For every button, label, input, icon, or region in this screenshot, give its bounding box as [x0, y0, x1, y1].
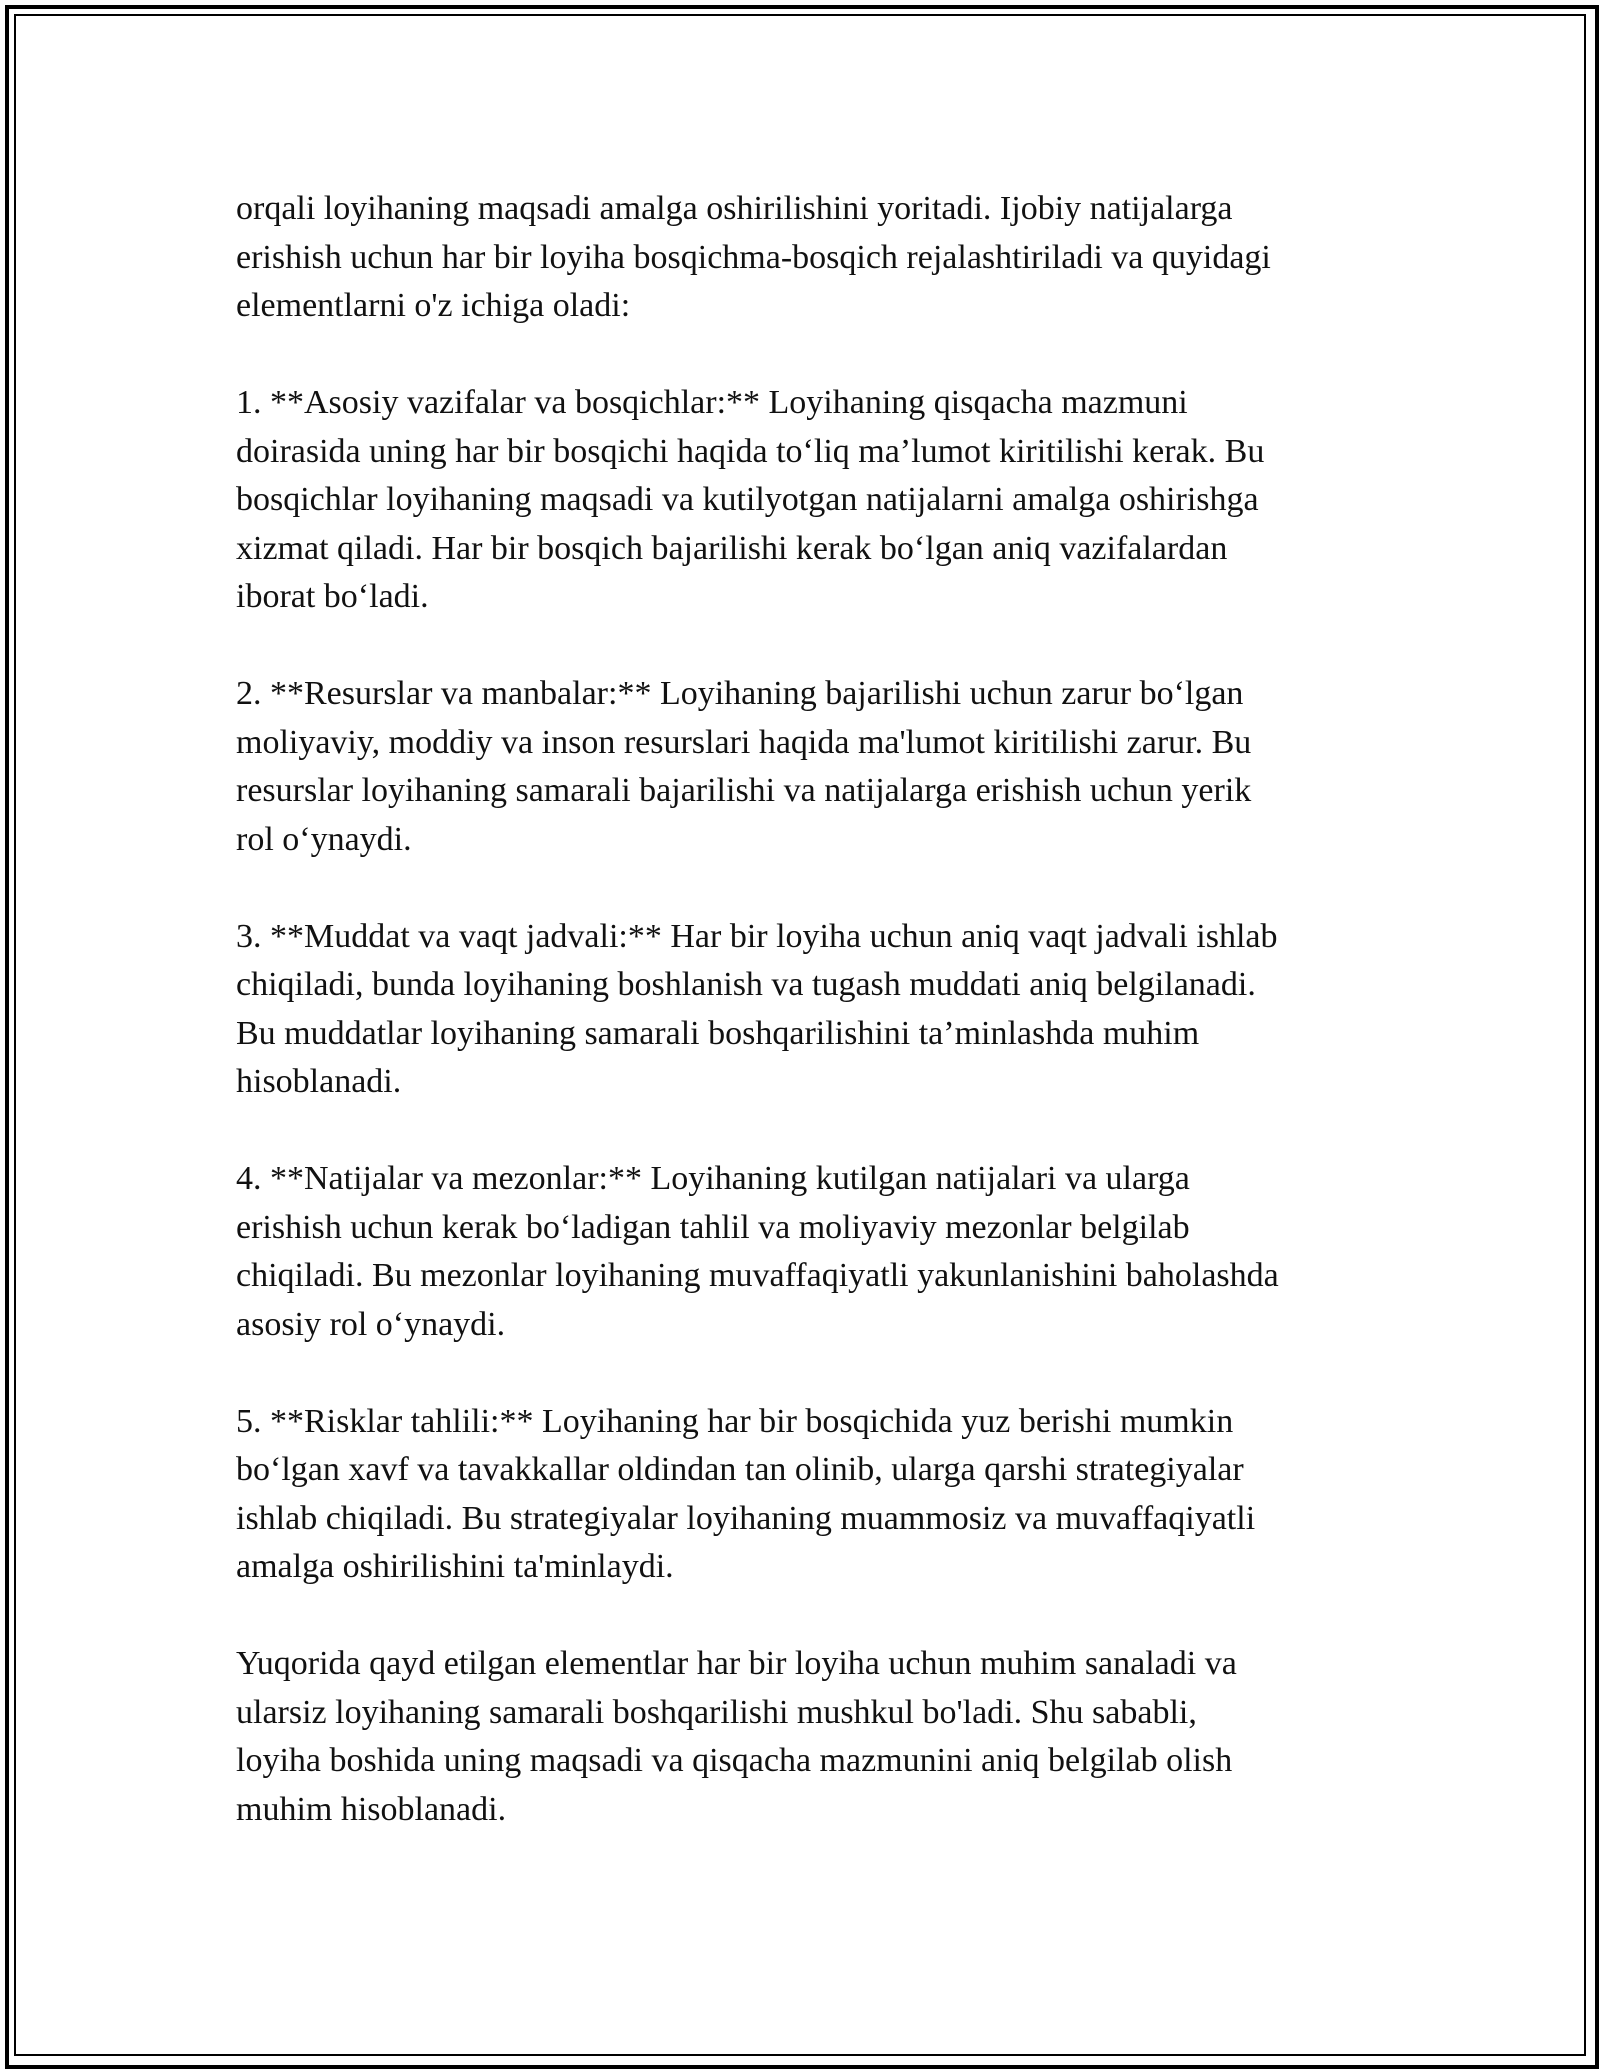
- paragraph-conclusion: Yuqorida qayd etilgan elementlar har bir loyiha uchun muhim sanaladi va ularsiz loyihaning samarali boshqarilishi mushkul bo'ladi. Shu sababli, loyiha boshida uning maqsadi va qisqacha mazmunini aniq belgilab olish muhim hisoblanadi.: [236, 1645, 1237, 1828]
- document-body: [236, 185, 1386, 1834]
- paragraph-item-5: 5. **Risklar tahlili:** Loyihaning har bir bosqichida yuz berishi mumkin bo‘lgan xavf va tavakkallar oldindan tan olinib, ularga qarshi strategiyalar ishlab chiqiladi. Bu strategiyalar loyihaning muammosiz va muvaffaqiyatli amalga oshirilishini ta'minlaydi.: [236, 1402, 1256, 1585]
- paragraph-intro: orqali loyihaning maqsadi amalga oshirilishini yoritadi. Ijobiy natijalarga erishish uchun har bir loyiha bosqichma-bosqich rejalashtiriladi va quyidagi elementlarni o'z ichiga oladi:: [236, 190, 1271, 324]
- paragraph-item-4: 4. **Natijalar va mezonlar:** Loyihaning kutilgan natijalari va ularga erishish uchun kerak bo‘ladigan tahlil va moliyaviy mezonlar belgilab chiqiladi. Bu mezonlar loyihaning muvaffaqiyatli yakunlanishini baholashda asosiy rol o‘ynaydi.: [236, 1160, 1279, 1343]
- paragraph-item-3: 3. **Muddat va vaqt jadvali:** Har bir loyiha uchun aniq vaqt jadvali ishlab chiqiladi, bunda loyihaning boshlanish va tugash muddati aniq belgilanadi. Bu muddatlar loyihaning samarali boshqarilishini ta’minlashda muhim hisoblanadi.: [236, 917, 1278, 1100]
- paragraph-item-1: 1. **Asosiy vazifalar va bosqichlar:** Loyihaning qisqacha mazmuni doirasida uning har bir bosqichi haqida to‘liq ma’lumot kiritilishi kerak. Bu bosqichlar loyihaning maqsadi va kutilyotgan natijalarni amalga oshirishga xizmat qiladi. Har bir bosqich bajarilishi kerak bo‘lgan aniq vazifalardan iborat bo‘ladi.: [236, 384, 1265, 615]
- paragraph-item-2: 2. **Resurslar va manbalar:** Loyihaning bajarilishi uchun zarur bo‘lgan moliyaviy, moddiy va inson resurslari haqida ma'lumot kiritilishi zarur. Bu resurslar loyihaning samarali bajarilishi va natijalarga erishish uchun yerik rol o‘ynaydi.: [236, 675, 1252, 858]
